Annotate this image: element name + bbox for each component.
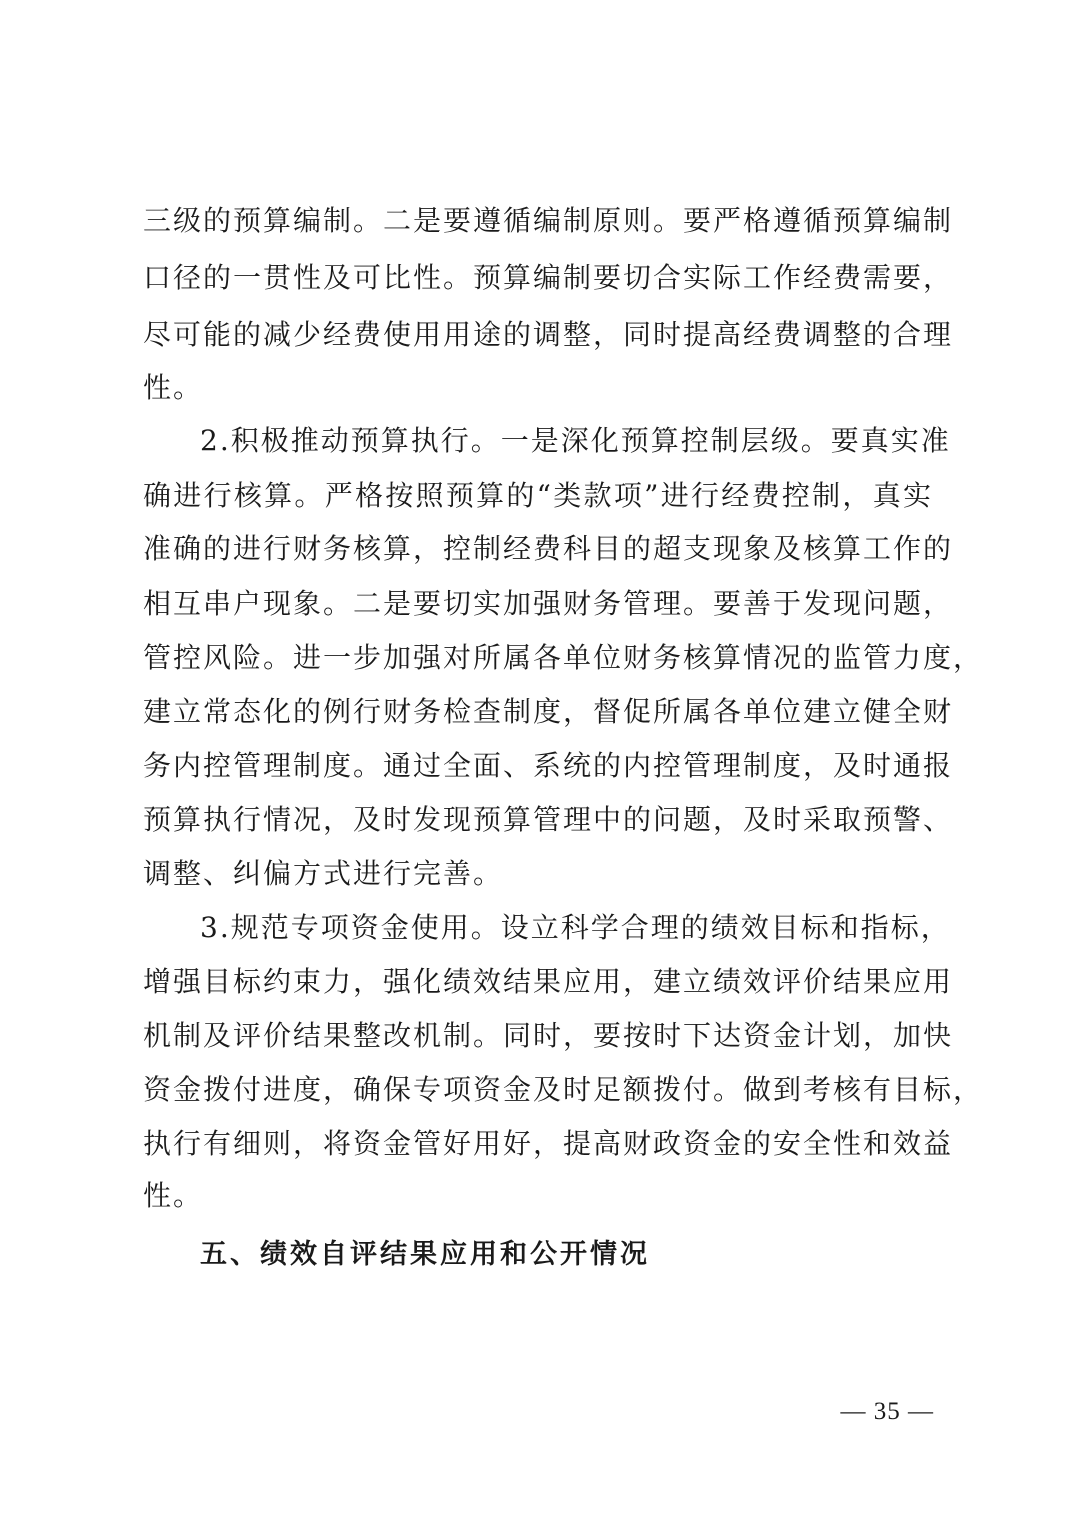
- section-heading: 五、绩效自评结果应用和公开情况: [200, 1239, 650, 1270]
- paragraph-start-line: 3.规范专项资金使用。设立科学合理的绩效目标和指标，: [200, 911, 951, 944]
- text-line: 相互串户现象。二是要切实加强财务管理。要善于发现问题，: [143, 587, 954, 620]
- text-line: 确进行核算。严格按照预算的“类款项”进行经费控制，真实: [143, 479, 933, 512]
- text-line: 三级的预算编制。二是要遵循编制原则。要严格遵循预算编制: [143, 204, 954, 237]
- text-line: 预算执行情况，及时发现预算管理中的问题，及时采取预警、: [143, 803, 954, 836]
- text-line: 准确的进行财务核算，控制经费科目的超支现象及核算工作的: [143, 532, 954, 565]
- text-line: 调整、纠偏方式进行完善。: [143, 857, 504, 890]
- page-number: — 35 —: [840, 1398, 934, 1425]
- text-line: 性。: [143, 371, 204, 404]
- text-line: 口径的一贯性及可比性。预算编制要切合实际工作经费需要，: [143, 261, 954, 294]
- text-line: 增强目标约束力，强化绩效结果应用，建立绩效评价结果应用: [143, 965, 954, 998]
- text-line: 管控风险。进一步加强对所属各单位财务核算情况的监管力度，: [143, 641, 984, 674]
- text-line: 机制及评价结果整改机制。同时，要按时下达资金计划，加快: [143, 1019, 954, 1052]
- text-line: 资金拨付进度，确保专项资金及时足额拨付。做到考核有目标，: [143, 1073, 984, 1106]
- text-line: 尽可能的减少经费使用用途的调整，同时提高经费调整的合理: [143, 318, 954, 351]
- text-line: 执行有细则，将资金管好用好，提高财政资金的安全性和效益: [143, 1127, 954, 1160]
- text-line: 务内控管理制度。通过全面、系统的内控管理制度，及时通报: [143, 749, 954, 782]
- text-line: 建立常态化的例行财务检查制度，督促所属各单位建立健全财: [143, 695, 954, 728]
- text-line: 性。: [143, 1179, 204, 1212]
- paragraph-start-line: 2.积极推动预算执行。一是深化预算控制层级。要真实准: [200, 424, 951, 457]
